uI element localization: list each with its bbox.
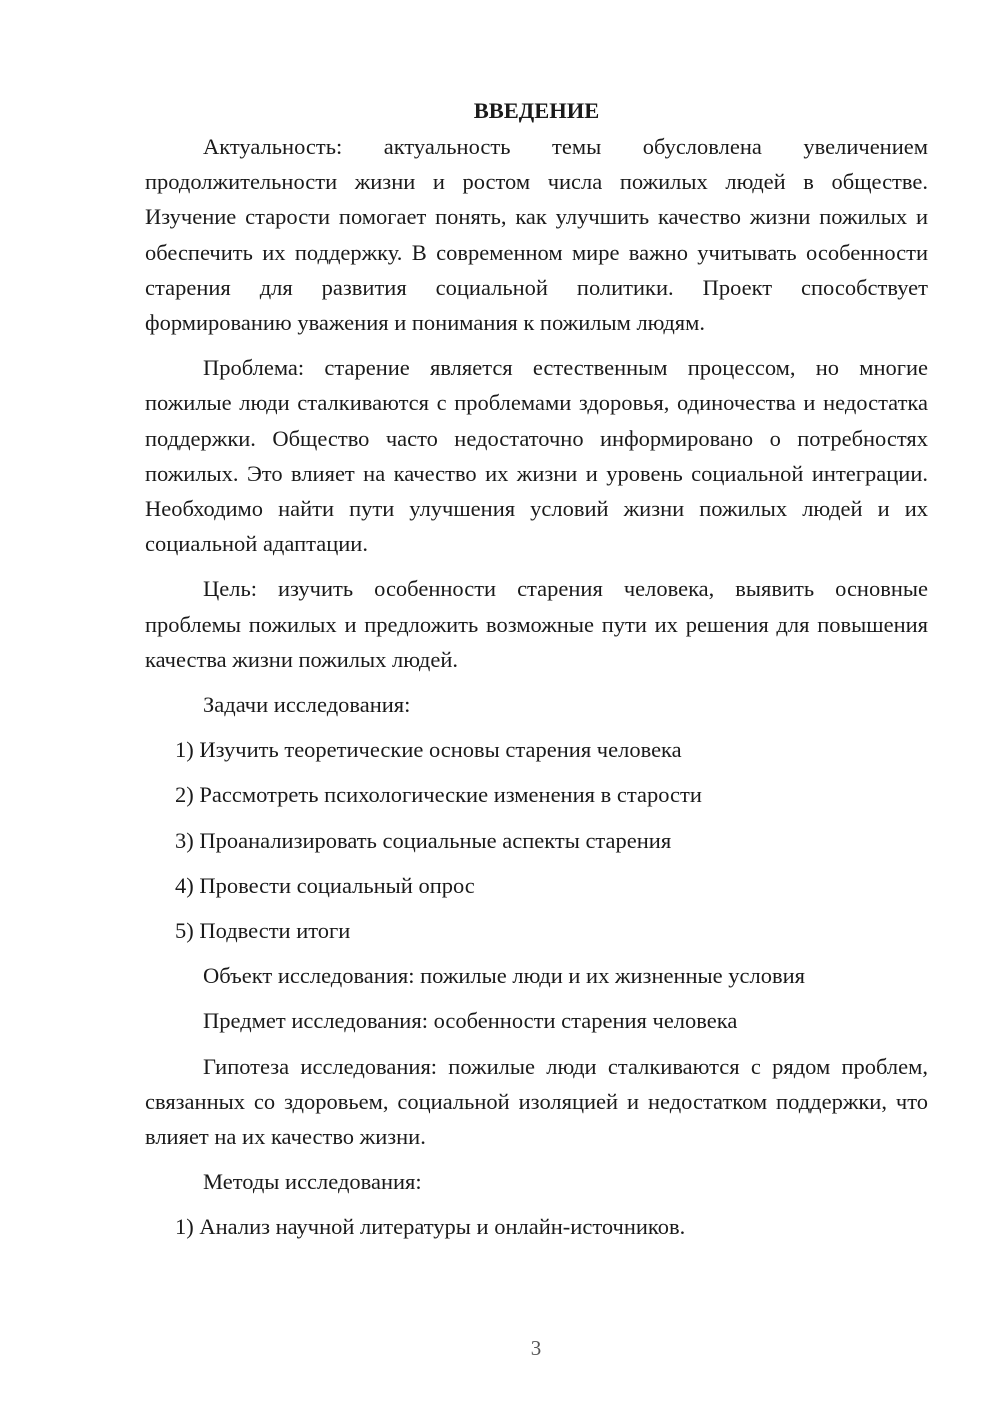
tasks-list bbox=[145, 732, 928, 948]
hypothesis-paragraph: Гипотеза исследования: пожилые люди сталкиваются с рядом проблем, связанных со здоровьем, социальной изоляцией и недостатком поддержки, что влияет на их качество жизни. bbox=[145, 1053, 928, 1150]
methods-list bbox=[145, 1209, 928, 1244]
task-item: 5) Подвести итоги bbox=[175, 918, 351, 944]
method-item: 1) Анализ научной литературы и онлайн-источников. bbox=[175, 1214, 686, 1240]
methods-heading: Методы исследования: bbox=[203, 1169, 422, 1195]
relevance-paragraph: Актуальность: актуальность темы обусловлена увеличением продолжительности жизни и ростом числа пожилых людей в обществе. Изучение старости помогает понять, как улучшить качество жизни пожилых и обеспечить их поддержку. В современном мире важно учитывать особенности старения для развития социальной политики. Проект способствует формированию уважения и понимания к пожилым людям. bbox=[145, 134, 928, 336]
task-item: 4) Провести социальный опрос bbox=[175, 872, 475, 898]
tasks-heading: Задачи исследования: bbox=[203, 692, 411, 718]
problem-paragraph: Проблема: старение является естественным процессом, но многие пожилые люди сталкиваются с проблемами здоровья, одиночества и недостатка поддержки. Общество часто недостаточно информировано о потребностях пожилых. Это влияет на качество их жизни и уровень социальной интеграции. Необходимо найти пути улучшения условий жизни пожилых людей и их социальной адаптации. bbox=[145, 355, 928, 557]
document-page bbox=[145, 95, 928, 1255]
research-subject: Предмет исследования: особенности старения человека bbox=[203, 1008, 738, 1034]
goal-paragraph: Цель: изучить особенности старения человека, выявить основные проблемы пожилых и предложить возможные пути их решения для повышения качества жизни пожилых людей. bbox=[145, 576, 928, 672]
task-item: 3) Проанализировать социальные аспекты старения bbox=[175, 827, 672, 853]
research-object: Объект исследования: пожилые люди и их жизненные условия bbox=[203, 963, 806, 989]
page-number: 3 bbox=[530, 1336, 542, 1360]
task-item: 1) Изучить теоретические основы старения человека bbox=[175, 737, 682, 763]
task-item: 2) Рассмотреть психологические изменения в старости bbox=[175, 782, 702, 808]
section-title: ВВЕДЕНИЕ bbox=[473, 98, 600, 123]
